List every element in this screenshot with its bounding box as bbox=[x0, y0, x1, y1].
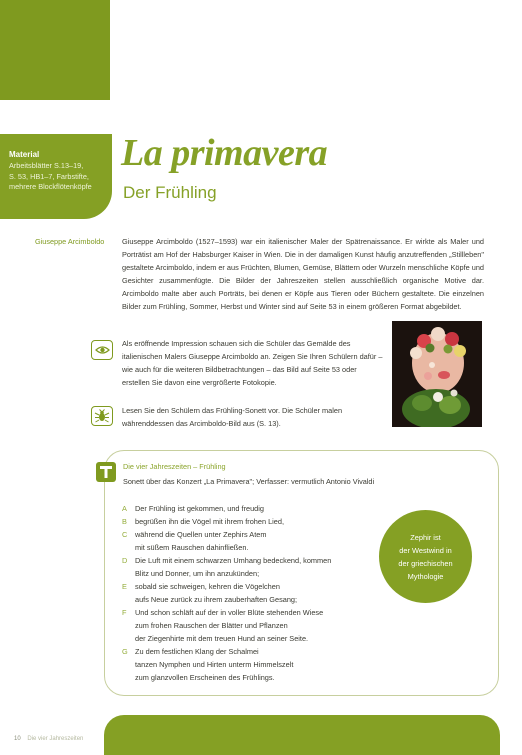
verse-line: Die Luft mit einem schwarzen Umhang bedeckend, kommen bbox=[135, 556, 332, 565]
poem bbox=[122, 502, 382, 684]
verse-line: zum frohen Rauschen der Blätter und Pflanzen bbox=[135, 621, 288, 630]
verse-letter: G bbox=[122, 647, 128, 656]
verse-line: Zu dem festlichen Klang der Schalmei bbox=[135, 647, 259, 656]
poem-heading: Die vier Jahreszeiten – Frühling bbox=[123, 462, 226, 471]
verse bbox=[122, 645, 382, 684]
footer-text: Die vier Jahreszeiten bbox=[27, 736, 84, 742]
page-number: 10 bbox=[14, 736, 21, 742]
zephir-note-line: Mythologie bbox=[407, 571, 444, 581]
material-box bbox=[0, 134, 112, 219]
side-label: Giuseppe Arcimboldo bbox=[35, 237, 105, 246]
verse-line: zum glanzvollen Erscheinen des Frühlings. bbox=[135, 673, 275, 682]
paragraph-viewing: Als eröffnende Impression schauen sich die Schüler das Gemälde des italienischen Malers Giuseppe Arcimboldo an. Zeigen Sie Ihren Schülern dafür – wie auch für die weiteren Bildbetrachtungen – das Bild auf Seite 53 oder erstellen Sie davon eine vergrößerte Fotokopie. bbox=[122, 339, 383, 388]
zephir-note-line: Zephir ist bbox=[410, 532, 441, 542]
arcimboldo-painting bbox=[392, 321, 482, 427]
zephir-note-circle bbox=[379, 510, 472, 603]
verse-line: tanzen Nymphen und Hirten unterm Himmelszelt bbox=[135, 660, 294, 669]
verse bbox=[122, 606, 382, 645]
verse-letter: E bbox=[122, 582, 127, 591]
page-footer bbox=[14, 736, 83, 742]
material-line: Arbeitsblätter S.13–19, bbox=[9, 161, 84, 170]
material-title: Material bbox=[9, 150, 40, 159]
eye-icon bbox=[91, 340, 113, 360]
bottom-green-bar bbox=[104, 715, 500, 755]
material-line: S. 53, HB1–7, Farbstifte, bbox=[9, 171, 89, 181]
verse-letter: D bbox=[122, 556, 128, 565]
verse-line: sobald sie schweigen, kehren die Vögelchen bbox=[135, 582, 280, 591]
verse-line: mit süßem Rauschen dahinfließen. bbox=[135, 543, 249, 552]
poem-subheading: Sonett über das Konzert „La Primavera"; Verfasser: vermutlich Antonio Vivaldi bbox=[123, 477, 375, 486]
material-list bbox=[9, 161, 112, 193]
verse-line: der Ziegenhirte mit dem treuen Hund an seiner Seite. bbox=[135, 634, 309, 643]
page-subtitle: Der Frühling bbox=[123, 183, 217, 202]
verse-line: Blitz und Donner, um ihn anzukünden; bbox=[135, 569, 260, 578]
verse-line: Der Frühling ist gekommen, und freudig bbox=[135, 504, 264, 513]
bug-icon bbox=[91, 406, 113, 426]
top-left-green-bar bbox=[0, 0, 110, 100]
verse bbox=[122, 528, 382, 554]
verse bbox=[122, 554, 382, 580]
verse-line: Und schon schläft auf der in voller Blüte stehenden Wiese bbox=[135, 608, 324, 617]
page-title: La primavera bbox=[121, 132, 328, 174]
verse-letter: A bbox=[122, 504, 127, 513]
zephir-note-line: der Westwind in bbox=[399, 545, 452, 555]
verse-line: begrüßen ihn die Vögel mit ihrem frohen Lied, bbox=[135, 517, 285, 526]
verse-letter: F bbox=[122, 608, 127, 617]
verse-line: aufs Neue zurück zu ihrem zauberhaften Gesang; bbox=[135, 595, 298, 604]
material-line: mehrere Blockflötenköpfe bbox=[9, 182, 92, 192]
verse-letter: B bbox=[122, 517, 127, 526]
verse bbox=[122, 515, 382, 528]
verse-letter: C bbox=[122, 530, 128, 539]
verse-line: während die Quellen unter Zephirs Atem bbox=[135, 530, 267, 539]
text-icon bbox=[96, 462, 116, 482]
verse bbox=[122, 580, 382, 606]
zephir-note-line: der griechischen bbox=[398, 558, 453, 568]
paragraph-reading: Lesen Sie den Schülern das Frühling-Sonett vor. Die Schüler malen währenddessen das Arcimboldo-Bild aus (S. 13). bbox=[122, 406, 343, 429]
intro-paragraph: Giuseppe Arcimboldo (1527–1593) war ein italienischer Maler der Spätrenaissance. Er wirkte als Maler und Porträtist am Hof der Habsburger Kaiser in Wien. Die in der damaligen Kunst häufig anzutreffenden „Stillleben" gestaltete Arcimboldo, indem er aus Früchten, Blumen, Gemüse, Blättern oder Wurzeln menschliche Köpfe und Gesichter zusammenfügte. Die Bilder der Jahreszeiten stellen ausschließlich organische Motive dar. Arcimboldo malte aber auch Porträts, bei denen er Köpfe aus Tieren oder Büchern gestaltete. Die einzelnen Bilder zum Frühling, Sommer, Herbst und Winter sind auf Seite 53 in einem größeren Format abgebildet. bbox=[122, 237, 484, 312]
verse bbox=[122, 502, 382, 515]
